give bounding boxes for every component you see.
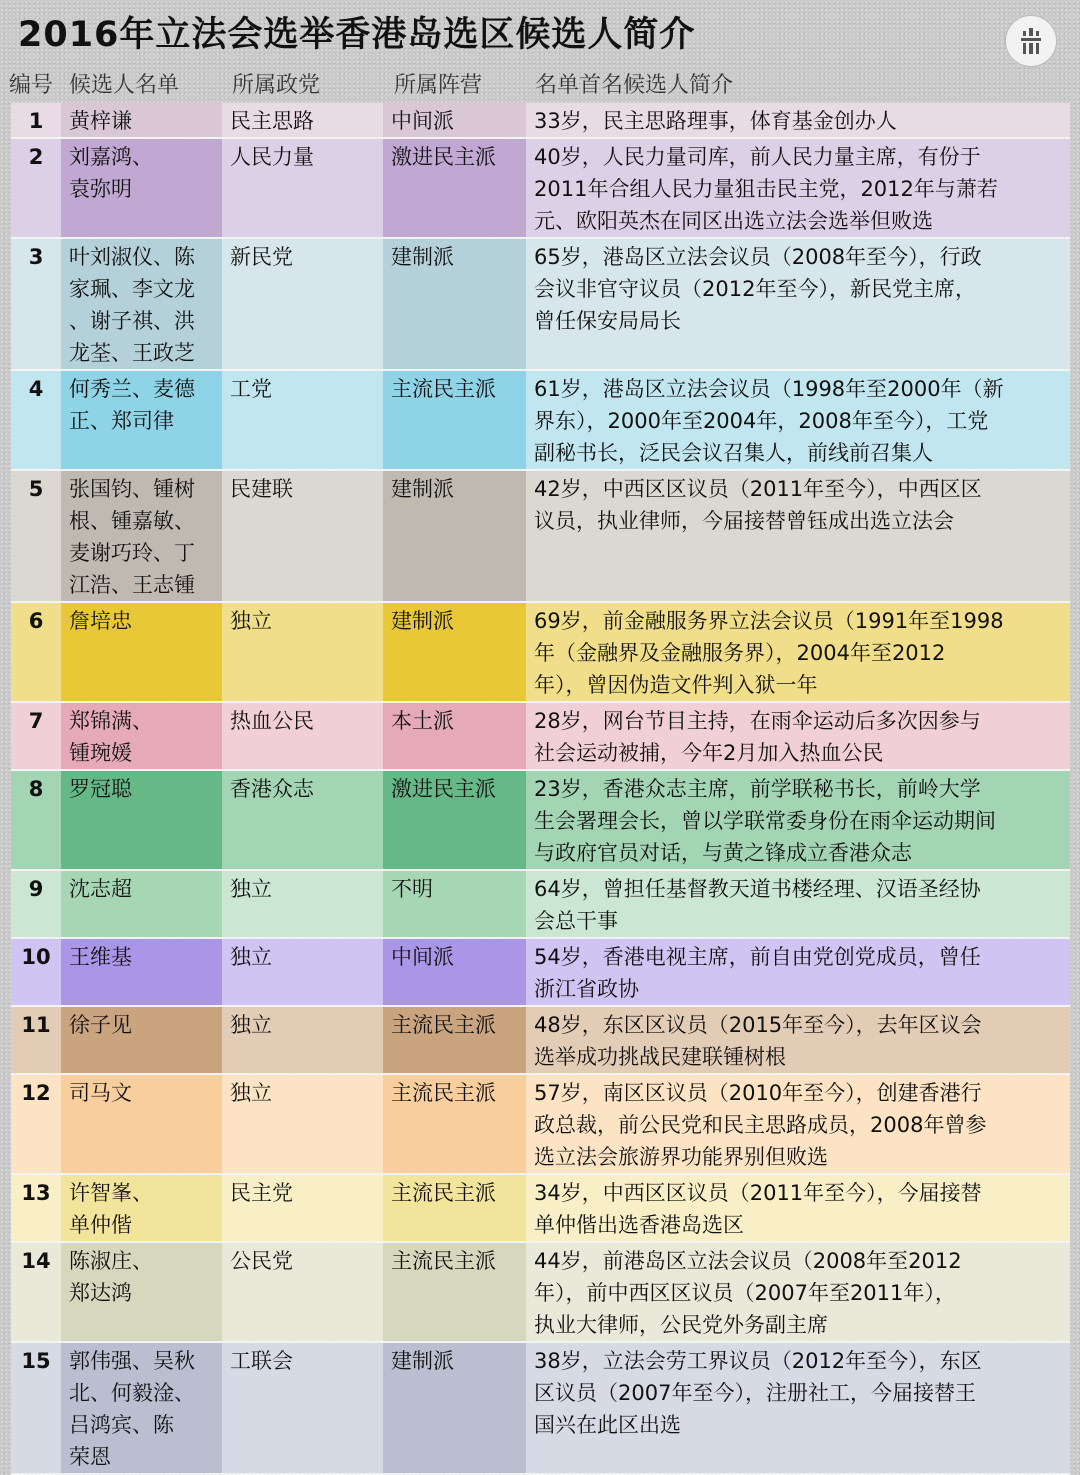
bio-line: 年（金融界及金融服务界），2004年至2012 — [534, 641, 946, 665]
bio-line: 64岁，曾担任基督教天道书楼经理、汉语圣经协 — [534, 877, 981, 901]
candidate-names — [61, 703, 222, 769]
name-line: 根、锺嘉敏、 — [69, 509, 195, 533]
candidate-names — [61, 371, 222, 469]
candidate-bio — [526, 1343, 1070, 1473]
name-line: 詹培忠 — [69, 609, 132, 633]
name-line: 锺琬媛 — [69, 741, 132, 765]
name-line: 江浩、王志锺 — [69, 573, 195, 597]
party: 独立 — [222, 1075, 383, 1173]
camp: 不明 — [383, 871, 526, 937]
header-camp: 所属阵营 — [394, 73, 483, 98]
camp: 建制派 — [383, 603, 526, 701]
bio-line: 57岁，南区区议员（2010年至今），创建香港行 — [534, 1081, 982, 1105]
table-row — [11, 1007, 1070, 1075]
candidate-bio — [526, 871, 1070, 937]
name-line: 家珮、李文龙 — [69, 277, 195, 301]
bio-line: 会议非官守议员（2012年至今），新民党主席， — [534, 277, 976, 301]
name-line: 黄梓谦 — [69, 109, 132, 133]
name-line: 、谢子祺、洪 — [69, 309, 195, 333]
camp: 主流民主派 — [383, 371, 526, 469]
party: 民建联 — [222, 471, 383, 601]
bio-line: 42岁，中西区区议员（2011年至今），中西区区 — [534, 477, 982, 501]
bio-line: 48岁，东区区议员（2015年至今），去年区议会 — [534, 1013, 982, 1037]
camp: 建制派 — [383, 239, 526, 369]
party: 独立 — [222, 1007, 383, 1073]
name-line: 郭伟强、吴秋 — [69, 1349, 195, 1373]
row-number: 5 — [11, 471, 61, 601]
candidate-bio — [526, 371, 1070, 469]
candidate-bio — [526, 939, 1070, 1005]
candidate-names — [61, 871, 222, 937]
bio-line: 界东），2000年至2004年，2008年至今），工党 — [534, 409, 989, 433]
table-header — [0, 64, 1080, 102]
bio-line: 曾任保安局局长 — [534, 309, 681, 333]
bio-line: 33岁，民主思路理事，体育基金创办人 — [534, 109, 897, 133]
camp: 主流民主派 — [383, 1007, 526, 1073]
name-line: 罗冠聪 — [69, 777, 132, 801]
header-bio: 名单首名候选人简介 — [535, 73, 734, 98]
logo-mark — [1014, 24, 1048, 58]
candidate-names — [61, 603, 222, 701]
logo-icon — [1005, 15, 1057, 67]
name-line: 郑达鸿 — [69, 1281, 132, 1305]
table-row — [11, 139, 1070, 239]
row-number: 14 — [11, 1243, 61, 1341]
name-line: 龙荃、王政芝 — [69, 341, 195, 365]
name-line: 麦谢巧玲、丁 — [69, 541, 195, 565]
party: 公民党 — [222, 1243, 383, 1341]
bio-line: 61岁，港岛区立法会议员（1998年至2000年（新 — [534, 377, 1004, 401]
candidate-names — [61, 1343, 222, 1473]
camp: 主流民主派 — [383, 1243, 526, 1341]
party: 香港众志 — [222, 771, 383, 869]
candidate-bio — [526, 1175, 1070, 1241]
bio-line: 元、欧阳英杰在同区出选立法会选举但败选 — [534, 209, 933, 233]
name-line: 何秀兰、麦德 — [69, 377, 195, 401]
name-line: 单仲偕 — [69, 1213, 132, 1237]
table-row — [11, 771, 1070, 871]
bio-line: 政总裁，前公民党和民主思路成员，2008年曾参 — [534, 1113, 987, 1137]
name-line: 陈淑庄、 — [69, 1249, 153, 1273]
table-row — [11, 1343, 1070, 1475]
camp: 主流民主派 — [383, 1075, 526, 1173]
party: 独立 — [222, 603, 383, 701]
table-row — [11, 239, 1070, 371]
candidate-names — [61, 1243, 222, 1341]
row-number: 9 — [11, 871, 61, 937]
header-num: 编号 — [9, 73, 54, 98]
bio-line: 40岁，人民力量司库，前人民力量主席，有份于 — [534, 145, 981, 169]
candidate-bio — [526, 139, 1070, 237]
bio-line: 65岁，港岛区立法会议员（2008年至今），行政 — [534, 245, 982, 269]
row-number: 12 — [11, 1075, 61, 1173]
candidate-names — [61, 939, 222, 1005]
bio-line: 34岁，中西区区议员（2011年至今），今届接替 — [534, 1181, 982, 1205]
bio-line: 28岁，网台节目主持，在雨伞运动后多次因参与 — [534, 709, 981, 733]
bio-line: 2011年合组人民力量狙击民主党，2012年与萧若 — [534, 177, 998, 201]
name-line: 袁弥明 — [69, 177, 132, 201]
table-row — [11, 939, 1070, 1007]
table-row — [11, 1243, 1070, 1343]
bio-line: 执业大律师，公民党外务副主席 — [534, 1313, 828, 1337]
bio-line: 23岁，香港众志主席，前学联秘书长，前岭大学 — [534, 777, 981, 801]
candidate-names — [61, 1007, 222, 1073]
candidate-bio — [526, 703, 1070, 769]
candidate-bio — [526, 103, 1070, 137]
bio-line: 69岁，前金融服务界立法会议员（1991年至1998 — [534, 609, 1004, 633]
candidate-table — [11, 103, 1070, 1475]
bio-line: 44岁，前港岛区立法会议员（2008年至2012 — [534, 1249, 962, 1273]
row-number: 10 — [11, 939, 61, 1005]
bio-line: 年），前中西区区议员（2007年至2011年）， — [534, 1281, 956, 1305]
table-row — [11, 871, 1070, 939]
bio-line: 选举成功挑战民建联锺树根 — [534, 1045, 786, 1069]
bio-line: 副秘书长，泛民会议召集人，前线前召集人 — [534, 441, 933, 465]
name-line: 北、何毅淦、 — [69, 1381, 195, 1405]
bio-line: 国兴在此区出选 — [534, 1413, 681, 1437]
candidate-bio — [526, 1075, 1070, 1173]
party: 人民力量 — [222, 139, 383, 237]
name-line: 荣恩 — [69, 1445, 111, 1469]
table-row — [11, 103, 1070, 139]
camp: 主流民主派 — [383, 1175, 526, 1241]
candidate-bio — [526, 1007, 1070, 1073]
camp: 建制派 — [383, 1343, 526, 1473]
bio-line: 54岁，香港电视主席，前自由党创党成员，曾任 — [534, 945, 981, 969]
table-row — [11, 471, 1070, 603]
bio-line: 生会署理会长，曾以学联常委身份在雨伞运动期间 — [534, 809, 996, 833]
bio-line: 单仲偕出选香港岛选区 — [534, 1213, 744, 1237]
bio-line: 浙江省政协 — [534, 977, 639, 1001]
row-number: 6 — [11, 603, 61, 701]
party: 独立 — [222, 939, 383, 1005]
party: 工党 — [222, 371, 383, 469]
candidate-bio — [526, 239, 1070, 369]
name-line: 刘嘉鸿、 — [69, 145, 153, 169]
candidate-bio — [526, 1243, 1070, 1341]
bio-line: 议员，执业律师，今届接替曾钰成出选立法会 — [534, 509, 954, 533]
party: 独立 — [222, 871, 383, 937]
table-row — [11, 1175, 1070, 1243]
bio-line: 38岁，立法会劳工界议员（2012年至今），东区 — [534, 1349, 982, 1373]
name-line: 吕鸿宾、陈 — [69, 1413, 174, 1437]
candidate-bio — [526, 771, 1070, 869]
name-line: 张国钧、锺树 — [69, 477, 195, 501]
candidate-names — [61, 139, 222, 237]
row-number: 8 — [11, 771, 61, 869]
candidate-names — [61, 103, 222, 137]
row-number: 13 — [11, 1175, 61, 1241]
row-number: 1 — [11, 103, 61, 137]
camp: 本土派 — [383, 703, 526, 769]
camp: 建制派 — [383, 471, 526, 601]
party: 新民党 — [222, 239, 383, 369]
row-number: 11 — [11, 1007, 61, 1073]
camp: 中间派 — [383, 103, 526, 137]
name-line: 郑锦满、 — [69, 709, 153, 733]
name-line: 叶刘淑仪、陈 — [69, 245, 195, 269]
row-number: 7 — [11, 703, 61, 769]
candidate-bio — [526, 603, 1070, 701]
name-line: 王维基 — [69, 945, 132, 969]
name-line: 徐子见 — [69, 1013, 132, 1037]
camp: 中间派 — [383, 939, 526, 1005]
party: 民主思路 — [222, 103, 383, 137]
name-line: 许智峯、 — [69, 1181, 153, 1205]
candidate-names — [61, 239, 222, 369]
name-line: 正、郑司律 — [69, 409, 174, 433]
bio-line: 会总干事 — [534, 909, 618, 933]
row-number: 2 — [11, 139, 61, 237]
candidate-names — [61, 471, 222, 601]
bio-line: 与政府官员对话，与黄之锋成立香港众志 — [534, 841, 912, 865]
party: 热血公民 — [222, 703, 383, 769]
candidate-names — [61, 771, 222, 869]
bio-line: 社会运动被捕，今年2月加入热血公民 — [534, 741, 884, 765]
bio-line: 区议员（2007年至今），注册社工，今届接替王 — [534, 1381, 976, 1405]
candidate-bio — [526, 471, 1070, 601]
table-row — [11, 1075, 1070, 1175]
camp: 激进民主派 — [383, 139, 526, 237]
camp: 激进民主派 — [383, 771, 526, 869]
bio-line: 选立法会旅游界功能界别但败选 — [534, 1145, 828, 1169]
bio-line: 年），曾因伪造文件判入狱一年 — [534, 673, 818, 697]
table-row — [11, 603, 1070, 703]
table-row — [11, 703, 1070, 771]
header-names: 候选人名单 — [69, 73, 180, 98]
party: 工联会 — [222, 1343, 383, 1473]
row-number: 3 — [11, 239, 61, 369]
candidate-names — [61, 1075, 222, 1173]
header-party: 所属政党 — [232, 73, 321, 98]
row-number: 15 — [11, 1343, 61, 1473]
table-row — [11, 371, 1070, 471]
candidate-names — [61, 1175, 222, 1241]
page-title: 2016年立法会选举香港岛选区候选人简介 — [18, 15, 696, 55]
row-number: 4 — [11, 371, 61, 469]
name-line: 沈志超 — [69, 877, 132, 901]
party: 民主党 — [222, 1175, 383, 1241]
name-line: 司马文 — [69, 1081, 132, 1105]
